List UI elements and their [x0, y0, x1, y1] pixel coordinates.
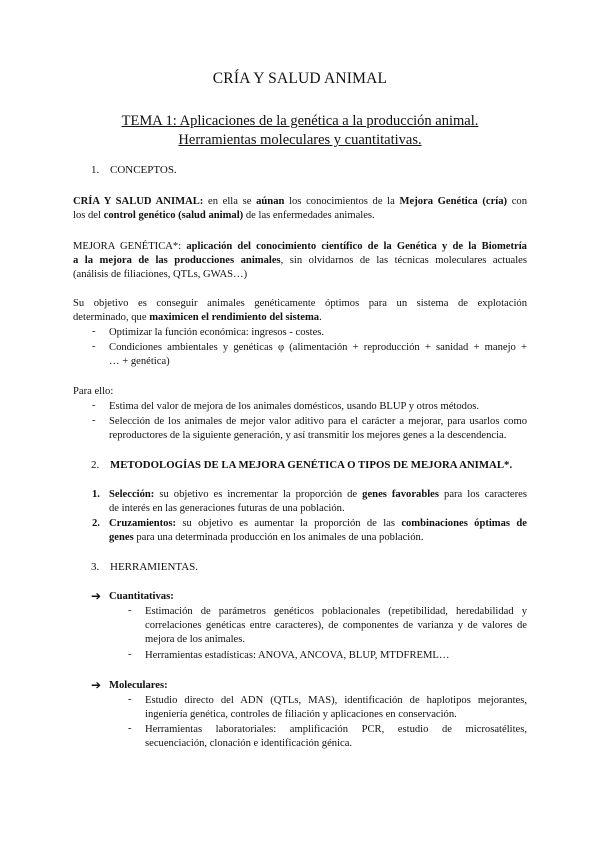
bullet-estimacion-line-2: correlaciones genéticas entre caracteres), de componentes de varianza y de valores de [145, 620, 527, 631]
bullet-dash: - [128, 605, 132, 616]
term-aunan: aúnan [256, 196, 285, 207]
bullet-laboratoriales-line-1: Herramientas laboratoriales: amplificación PCR, estudio de microsatélites, [145, 724, 527, 735]
bullet-estimacion-line-1: Estimación de parámetros genéticos poblacionales (repetibilidad, heredabilidad y [145, 606, 527, 617]
paragraph-objetivo-line-1: Su objetivo es conseguir animales genéticamente óptimos para un sistema de explotación [73, 298, 527, 309]
text: los del [73, 210, 101, 221]
term-cria-salud: CRÍA Y SALUD ANIMAL: [73, 196, 204, 207]
term-genes: genes [109, 532, 134, 543]
bullet-herramientas-estadisticas: Herramientas estadísticas: ANOVA, ANCOVA, BLUP, MTDFREML… [145, 650, 450, 661]
paragraph-mejora-line-1 [73, 240, 527, 253]
bullet-estudio-adn-line-1: Estudio directo del ADN (QTLs, MAS), identificación de haplotipos mejorantes, [145, 695, 527, 706]
paragraph-para-ello: Para ello: [73, 386, 114, 397]
text: . [319, 312, 322, 323]
arrow-icon: ➔ [91, 678, 102, 692]
term-seleccion: Selección: [109, 489, 155, 500]
paragraph-cria-line-1 [73, 195, 527, 208]
definition-bold: aplicación del conocimiento científico de la Genética y de la Biometría [186, 241, 527, 252]
bullet-estudio-adn-line-2: ingeniería genética, controles de filiación y aplicaciones en conservación. [145, 709, 457, 720]
item-cruzamientos-line-1 [109, 517, 527, 530]
topic-title [0, 112, 600, 150]
bullet-laboratoriales-line-2: secuenciación, clonación e identificación génica. [145, 738, 353, 749]
subheading-moleculares: Moleculares: [109, 680, 168, 691]
item-1-number: 1. [92, 489, 100, 500]
paragraph-mejora-line-3: (análisis de filiaciones, QTLs, GWAS…) [73, 269, 248, 280]
text: , sin olvidarnos de las técnicas moleculares actuales [280, 255, 527, 266]
term-control-genetico: control genético (salud animal) [103, 210, 244, 221]
item-2-number: 2. [92, 518, 100, 529]
definition-bold-continued: a la mejora de las producciones animales [73, 255, 281, 266]
section-3-heading: HERRAMIENTAS. [110, 561, 199, 573]
term-cruzamientos: Cruzamientos: [109, 518, 177, 529]
topic-title-line-2: Herramientas moleculares y cuantitativas. [178, 132, 422, 148]
bullet-dash: - [92, 341, 96, 352]
bullet-estima: Estima del valor de mejora de los animales domésticos, usando BLUP y otros métodos. [109, 401, 480, 412]
bullet-seleccion-line-2: reproductores de la siguiente generación, y así transmitir los mejores genes a la descendencia. [109, 430, 507, 441]
item-seleccion-line-1 [109, 488, 527, 501]
text: con [511, 196, 528, 207]
topic-title-line-1: TEMA 1: Aplicaciones de la genética a la producción animal. [121, 113, 479, 129]
text: para los caracteres [444, 489, 527, 500]
term-combinaciones: combinaciones óptimas de [401, 518, 527, 529]
bullet-dash: - [92, 400, 96, 411]
document-title: CRÍA Y SALUD ANIMAL [212, 70, 388, 87]
subheading-cuantitativas: Cuantitativas: [109, 591, 174, 602]
item-seleccion-line-2: de interés en las generaciones futuras de una población. [109, 503, 345, 514]
bullet-dash: - [128, 723, 132, 734]
bullet-seleccion-line-1: Selección de los animales de mejor valor aditivo para el carácter a mejorar, para usarlos como [109, 416, 527, 427]
term-mejora-genetica: Mejora Genética (cría) [399, 196, 508, 207]
section-2-heading: METODOLOGÍAS DE LA MEJORA GENÉTICA O TIPOS DE MEJORA ANIMAL*. [110, 459, 513, 471]
bullet-condiciones-line-1: Condiciones ambientales y genéticas φ (alimentación + reproducción + sanidad + manejo + [109, 342, 527, 353]
section-1-heading: CONCEPTOS. [110, 164, 177, 176]
section-1-number: 1. [91, 164, 100, 176]
text: en ella se [208, 196, 252, 207]
section-3-number: 3. [91, 561, 100, 573]
text: determinado, que [73, 312, 147, 323]
bullet-estimacion-line-3: mejora de los animales. [145, 634, 246, 645]
bullet-dash: - [128, 694, 132, 705]
text: su objetivo es incrementar la proporción de [159, 489, 358, 500]
section-2-number: 2. [91, 459, 100, 471]
item-cruzamientos-line-2 [109, 531, 423, 544]
term-genes-favorables: genes favorables [362, 489, 439, 500]
term-mejora-genetica-def: MEJORA GENÉTICA*: [73, 241, 182, 252]
arrow-icon: ➔ [91, 589, 102, 603]
term-maximicen: maximicen el rendimiento del sistema [149, 312, 320, 323]
paragraph-objetivo-line-2 [73, 311, 322, 324]
bullet-dash: - [128, 649, 132, 660]
paragraph-cria-line-2 [73, 209, 375, 222]
text: los conocimientos de la [289, 196, 395, 207]
bullet-condiciones-line-2: … + genética) [109, 356, 170, 367]
bullet-dash: - [92, 415, 96, 426]
bullet-funcion-economica: Optimizar la función económica: ingresos - costes. [109, 327, 325, 338]
paragraph-mejora-line-2 [73, 254, 527, 267]
bullet-dash: - [92, 326, 96, 337]
text: de las enfermedades animales. [245, 210, 375, 221]
text: para una determinada producción en los animales de una población. [136, 532, 424, 543]
text: su objetivo es aumentar la proporción de las [182, 518, 395, 529]
